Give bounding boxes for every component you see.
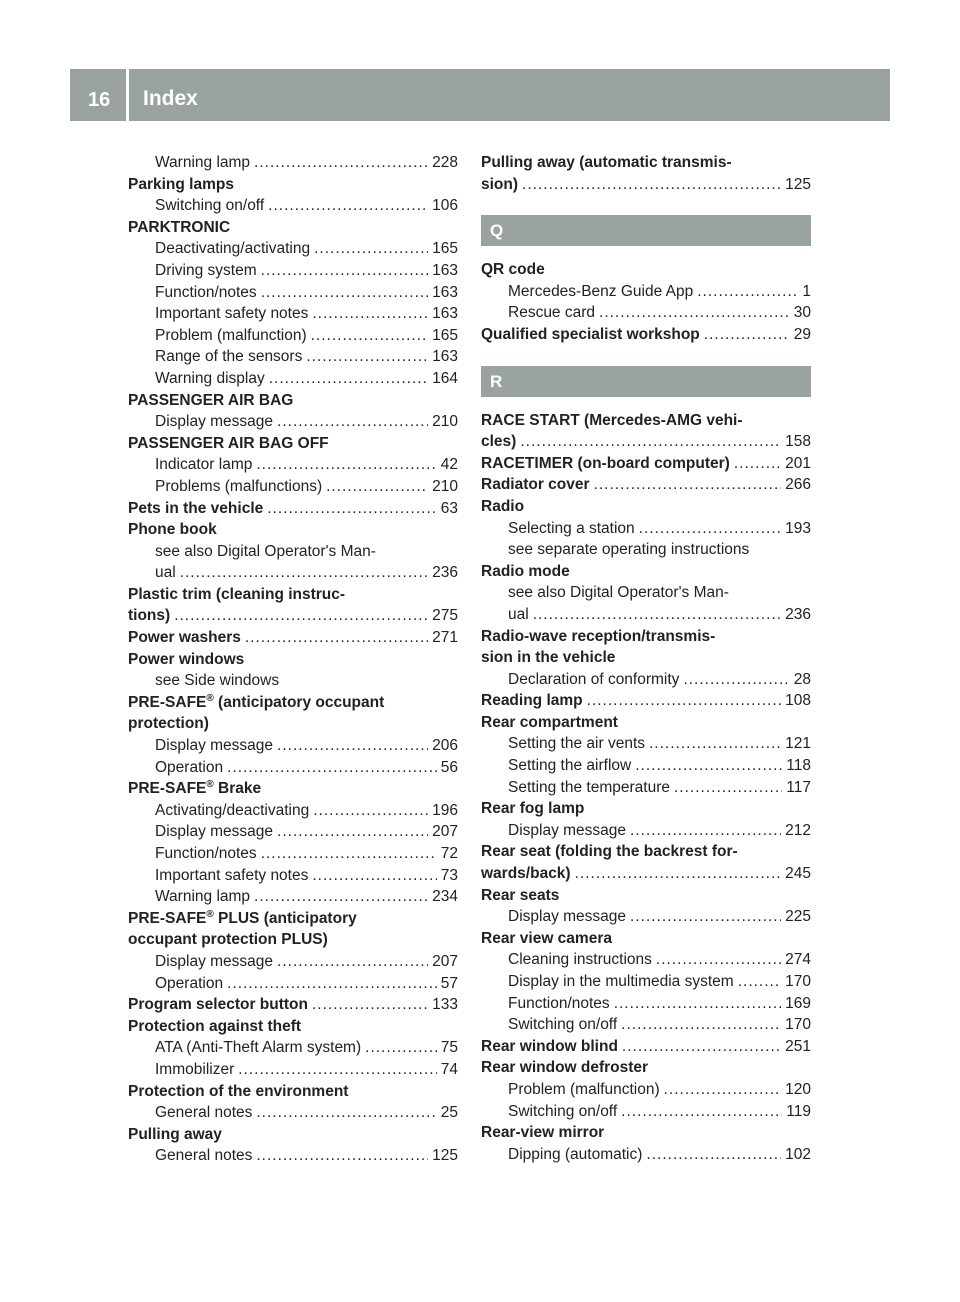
page-ref: 163 — [432, 261, 458, 279]
page-ref: 236 — [432, 564, 458, 582]
index-entry[interactable]: Declaration of conformity ..... 28 — [481, 669, 811, 691]
page-ref: 74 — [440, 1060, 458, 1078]
index-see-also: see also Digital Operator's Man- — [155, 542, 376, 560]
page-ref: 164 — [432, 369, 458, 387]
page-ref: 228 — [432, 154, 458, 171]
index-heading: Pulling away — [128, 1125, 222, 1143]
page-ref: 28 — [793, 670, 811, 688]
index-heading: PARKTRONIC — [128, 218, 231, 236]
index-see-also: see also Digital Operator's Man- — [508, 584, 729, 602]
index-entry[interactable]: Warning lamp ..... 228 — [128, 152, 458, 174]
index-heading: PASSENGER AIR BAG — [128, 391, 294, 409]
index-heading: Radio — [481, 497, 525, 515]
index-entry[interactable]: Display message ..... 207 — [128, 951, 458, 973]
index-entry[interactable]: Problems (malfunctions) ..... 210 — [128, 476, 458, 498]
page-ref: 133 — [432, 996, 458, 1014]
page-ref: 236 — [785, 605, 811, 623]
index-heading: Pulling away (automatic transmis- — [481, 154, 732, 171]
page-ref: 42 — [440, 456, 458, 474]
index-entry[interactable]: Reading lamp ..... 108 — [481, 690, 811, 712]
index-entry[interactable]: General notes ..... 25 — [128, 1102, 458, 1124]
page-ref: 271 — [432, 629, 458, 647]
page-ref: 25 — [440, 1104, 458, 1122]
index-heading: Rear window defroster — [481, 1059, 649, 1077]
page-ref: 57 — [440, 974, 458, 992]
page-ref: 158 — [785, 433, 811, 451]
page-ref: 207 — [432, 823, 458, 841]
index-entry[interactable]: Function/notes ..... 72 — [128, 843, 458, 865]
index-heading: Rear-view mirror — [481, 1124, 605, 1142]
index-heading: Radio mode — [481, 562, 570, 580]
page-ref: 30 — [793, 304, 811, 322]
page-ref: 201 — [785, 454, 811, 472]
index-see-also: see Side windows — [155, 672, 280, 690]
index-heading: Rear fog lamp — [481, 800, 585, 818]
page-ref: 251 — [785, 1037, 811, 1055]
page-ref: 163 — [432, 305, 458, 323]
page-ref: 165 — [432, 240, 458, 258]
page-header — [70, 69, 890, 121]
page-ref: 125 — [785, 175, 811, 193]
page-number: 16 — [88, 89, 111, 111]
page-ref: 169 — [785, 994, 811, 1012]
page-ref: 73 — [440, 866, 458, 884]
index-heading: Power windows — [128, 650, 245, 668]
index-entry[interactable]: ual ..... 236 — [128, 562, 458, 584]
index-entry[interactable]: Operation ..... 57 — [128, 973, 458, 995]
page-ref: 212 — [785, 821, 811, 839]
index-heading: QR code — [481, 261, 545, 279]
page-ref: 266 — [785, 476, 811, 494]
letter-section-r: R — [481, 366, 811, 397]
index-entry[interactable]: RACETIMER (on-board computer) ..... 201 — [481, 453, 811, 475]
index-entry[interactable]: Display message ..... 225 — [481, 906, 811, 928]
index-see-also: see separate operating instructions — [508, 541, 750, 559]
index-entry[interactable]: Function/notes ..... 163 — [128, 282, 458, 304]
index-entry[interactable]: General notes ..... 125 — [128, 1145, 458, 1167]
index-entry[interactable]: Dipping (automatic) ..... 102 — [481, 1144, 811, 1166]
index-entry[interactable]: Display message ..... 210 — [128, 411, 458, 433]
index-heading: Phone book — [128, 521, 217, 539]
page-ref: 163 — [432, 283, 458, 301]
page-ref: 1 — [802, 282, 811, 300]
page-ref: 207 — [432, 952, 458, 970]
index-column-right — [481, 152, 811, 1165]
page-ref: 106 — [432, 197, 458, 215]
index-entry[interactable]: Mercedes-Benz Guide App ..... 1 — [481, 281, 811, 303]
page-ref: 121 — [785, 735, 811, 753]
page-ref: 245 — [785, 865, 811, 883]
index-entry[interactable]: Qualified specialist workshop ..... 29 — [481, 324, 811, 346]
index-heading: Protection of the environment — [128, 1082, 349, 1100]
page-ref: 206 — [432, 737, 458, 755]
page-ref: 117 — [786, 778, 811, 796]
index-entry[interactable]: Immobilizer ..... 74 — [128, 1059, 458, 1081]
index-heading: PRE-SAFE® (anticipatory occupant — [128, 692, 385, 711]
page-ref: 163 — [432, 348, 458, 366]
index-entry[interactable]: Problem (malfunction) ..... 120 — [481, 1079, 811, 1101]
page-ref: 118 — [786, 757, 811, 775]
letter-section-q: Q — [481, 215, 811, 246]
page-ref: 210 — [432, 413, 458, 431]
index-entry[interactable]: Range of the sensors ..... 163 — [128, 346, 458, 368]
index-entry[interactable]: Switching on/off ..... 119 — [481, 1101, 811, 1123]
index-heading: PRE-SAFE® PLUS (anticipatory — [128, 908, 357, 927]
page-ref: 170 — [785, 973, 811, 990]
index-heading: Protection against theft — [128, 1017, 302, 1035]
index-heading: protection) — [128, 715, 209, 733]
index-entry[interactable]: Display message ..... 212 — [481, 820, 811, 842]
page-ref: 225 — [785, 908, 811, 926]
page-ref: 63 — [440, 499, 458, 517]
index-entry[interactable]: Display message ..... 207 — [128, 821, 458, 843]
index-entry[interactable]: sion) ..... 125 — [481, 174, 811, 196]
index-entry[interactable]: Deactivating/activating ..... 165 — [128, 238, 458, 260]
index-entry[interactable]: Rescue card ..... 30 — [481, 302, 811, 324]
index-entry[interactable]: Pets in the vehicle ..... 63 — [128, 498, 458, 520]
index-heading: sion in the vehicle — [481, 649, 616, 667]
header-divider — [126, 69, 129, 121]
page-ref: 29 — [793, 325, 811, 343]
index-heading: Rear view camera — [481, 929, 612, 947]
index-entry[interactable]: Cleaning instructions ..... 274 — [481, 949, 811, 971]
page-ref: 108 — [785, 692, 811, 710]
page-ref: 275 — [432, 607, 458, 625]
index-entry[interactable]: ual ..... 236 — [481, 604, 811, 626]
index-heading: PASSENGER AIR BAG OFF — [128, 434, 329, 452]
index-heading: Rear seat (folding the backrest for- — [481, 843, 738, 861]
index-entry[interactable]: Radiator cover ..... 266 — [481, 474, 811, 496]
index-column-left — [128, 152, 458, 1167]
index-entry[interactable]: Setting the airflow ..... 118 — [481, 755, 811, 777]
index-heading: RACE START (Mercedes-AMG vehi- — [481, 411, 743, 429]
index-entry[interactable]: Important safety notes ..... 163 — [128, 303, 458, 325]
section-title: Index — [143, 87, 198, 110]
index-entry[interactable]: Selecting a station ..... 193 — [481, 518, 811, 540]
page-ref: 119 — [786, 1102, 811, 1120]
index-heading: Plastic trim (cleaning instruc- — [128, 585, 346, 603]
page-ref: 56 — [440, 758, 458, 776]
page-ref: 120 — [785, 1080, 811, 1098]
page-ref: 165 — [432, 326, 458, 344]
index-entry[interactable]: Switching on/off ..... 170 — [481, 1014, 811, 1036]
index-heading: occupant protection PLUS) — [128, 931, 328, 949]
index-entry[interactable]: Display message ..... 206 — [128, 735, 458, 757]
page-ref: 234 — [432, 888, 458, 906]
index-entry[interactable]: tions) ..... 275 — [128, 605, 458, 627]
page-ref: 274 — [785, 951, 811, 969]
index-entry[interactable]: Power washers ..... 271 — [128, 627, 458, 649]
index-heading: Rear seats — [481, 886, 560, 904]
page-ref: 210 — [432, 477, 458, 495]
page-ref: 75 — [440, 1039, 458, 1057]
index-entry[interactable]: Important safety notes ..... 73 — [128, 865, 458, 887]
page-ref: 193 — [785, 519, 811, 537]
index-entry[interactable]: Problem (malfunction) ..... 165 — [128, 325, 458, 347]
page-ref: 102 — [785, 1145, 811, 1163]
index-heading: PRE-SAFE® Brake — [128, 779, 262, 798]
page-ref: 196 — [432, 801, 458, 819]
index-entry[interactable]: Operation ..... 56 — [128, 757, 458, 779]
index-entry[interactable]: Warning display ..... 164 — [128, 368, 458, 390]
index-entry[interactable]: Driving system ..... 163 — [128, 260, 458, 282]
index-entry[interactable]: Setting the temperature ..... 117 — [481, 777, 811, 799]
page-ref: 125 — [432, 1147, 458, 1165]
index-entry[interactable]: Switching on/off ..... 106 — [128, 195, 458, 217]
index-entry[interactable]: Indicator lamp ..... 42 — [128, 454, 458, 476]
index-entry[interactable]: Setting the air vents ..... 121 — [481, 733, 811, 755]
index-entry[interactable]: Display in the multimedia system ..... 170 — [481, 971, 811, 993]
index-entry[interactable]: Warning lamp ..... 234 — [128, 886, 458, 908]
page-ref: 72 — [440, 845, 458, 862]
index-entry[interactable]: Rear window blind ..... 251 — [481, 1036, 811, 1058]
index-entry[interactable]: Activating/deactivating ..... 196 — [128, 800, 458, 822]
index-heading: Parking lamps — [128, 175, 234, 193]
page-ref: 170 — [785, 1016, 811, 1034]
index-entry[interactable]: cles) ..... 158 — [481, 431, 811, 453]
index-heading: Radio-wave reception/transmis- — [481, 627, 716, 645]
index-entry[interactable]: ATA (Anti-Theft Alarm system) ..... 75 — [128, 1037, 458, 1059]
index-entry[interactable]: Function/notes ..... 169 — [481, 993, 811, 1015]
index-entry[interactable]: Program selector button ..... 133 — [128, 994, 458, 1016]
index-heading: Rear compartment — [481, 713, 618, 731]
index-entry[interactable]: wards/back) ..... 245 — [481, 863, 811, 885]
